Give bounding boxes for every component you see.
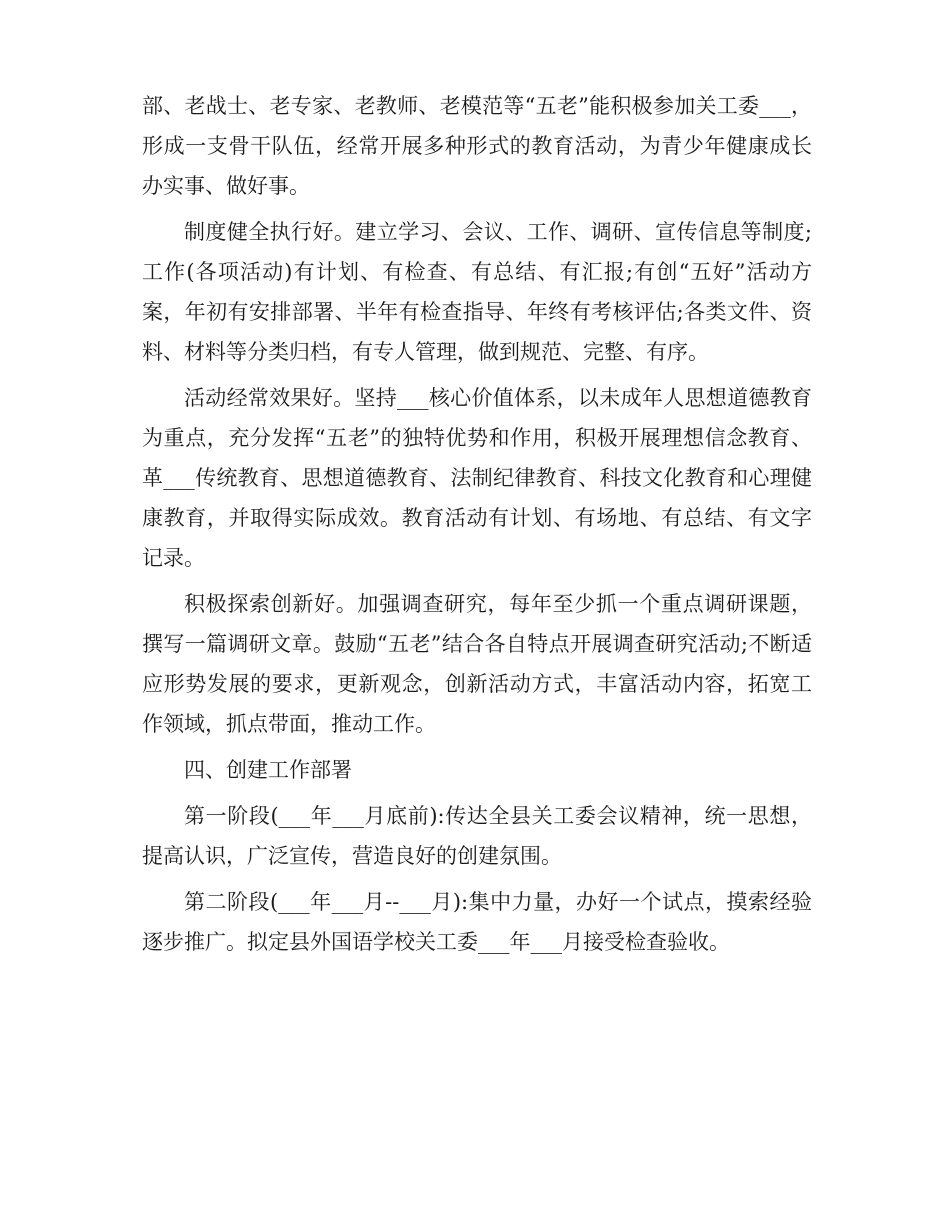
document-body [142,86,812,968]
section-heading-deployment: 四、创建工作部署 [184,758,352,782]
paragraph-system-rules: 制度健全执行好。建立学习、会议、工作、调研、宣传信息等制度;工作(各项活动)有计划、有检查、有总结、有汇报;有创“五好”活动方案，年初有安排部署、半年有检查指导、年终有考核评估;各类文件、资料、材料等分类归档，有专人管理，做到规范、完整、有序。 [142,220,812,364]
paragraph-continuation: 部、老战士、老专家、老教师、老模范等“五老”能积极参加关工委___，形成一支骨干队伍，经常开展多种形式的教育活动，为青少年健康成长办实事、做好事。 [142,94,812,198]
paragraph-stage-one: 第一阶段(___年___月底前):传达全县关工委会议精神，统一思想，提高认识，广泛宣传，营造良好的创建氛围。 [142,804,812,868]
paragraph-innovation: 积极探索创新好。加强调查研究，每年至少抓一个重点调研课题，撰写一篇调研文章。鼓励“五老”结合各自特点开展调查研究活动;不断适应形势发展的要求，更新观念，创新活动方式，丰富活动内容，拓宽工作领域，抓点带面，推动工作。 [142,592,812,736]
paragraph-stage-two: 第二阶段(___年___月--___月):集中力量，办好一个试点，摸索经验逐步推广。拟定县外国语学校关工委___年___月接受检查验收。 [142,890,812,954]
paragraph-activities: 活动经常效果好。坚持___核心价值体系，以未成年人思想道德教育为重点，充分发挥“五老”的独特优势和作用，积极开展理想信念教育、革___传统教育、思想道德教育、法制纪律教育、科技文化教育和心理健康教育，并取得实际成效。教育活动有计划、有场地、有总结、有文字记录。 [142,386,812,570]
